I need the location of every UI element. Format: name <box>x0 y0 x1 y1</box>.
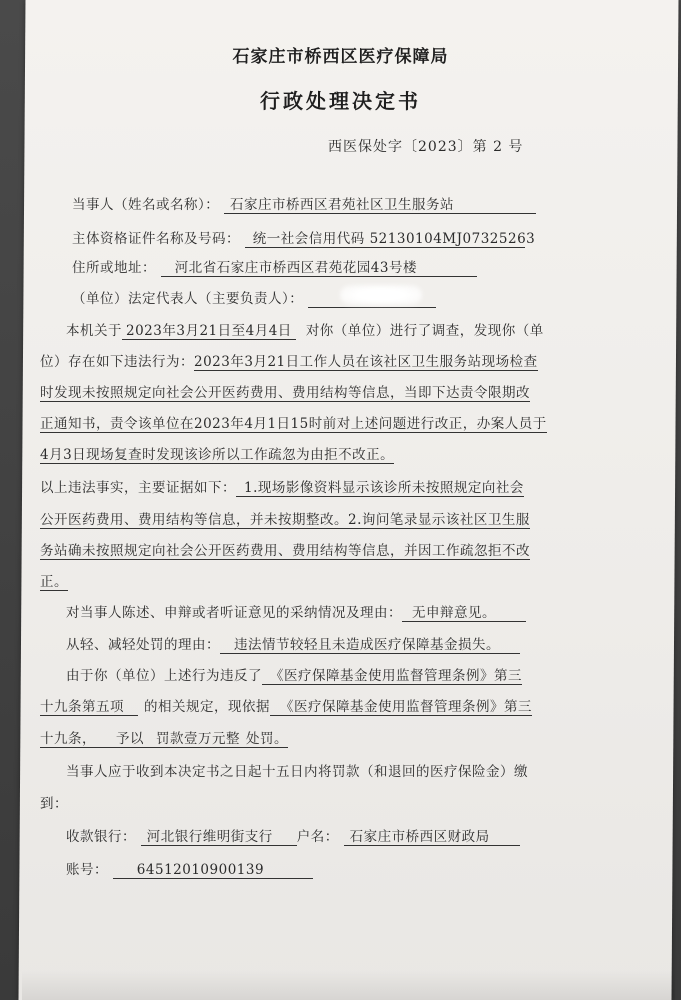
p5-line2 <box>40 695 532 715</box>
leniency-reason: 违法情节较轻且未造成医疗保障基金损失。 <box>220 633 520 654</box>
p3-text: 对当事人陈述、申辩或者听证意见的采纳情况及理由： <box>66 605 402 621</box>
regulation-ref: 《医疗保障基金使用监督管理条例》第三 <box>262 668 522 685</box>
party-name-label: 当事人（姓名或名称）： <box>72 197 220 213</box>
p2-line2: 公开医药费用、费用结构等信息，并未按期整改。2.询问笔录显示该社区卫生服 <box>40 508 530 529</box>
party-address-row <box>72 256 477 277</box>
p6-line1: 当事人应于收到本决定书之日起十五日内将罚款（和退回的医疗保险金）缴 <box>66 764 528 780</box>
p5-text: 由于你（单位）上述行为违反了 <box>66 668 262 684</box>
p1-line3: 时发现未按照规定向社会公开医药费用、费用结构等信息，当即下达责令限期改 <box>40 381 530 402</box>
party-cert-row <box>72 227 536 248</box>
bank-row <box>66 825 520 846</box>
holder-label: 户名： <box>296 829 339 845</box>
violation-text: 2023年3月21日工作人员在该社区卫生服务站现场检查 <box>194 354 538 370</box>
regulation-ref-2: 《医疗保障基金使用监督管理条例》第三 <box>270 699 532 716</box>
p3-line <box>66 601 526 622</box>
article-ref: 十九条第五项 <box>40 699 138 716</box>
p4-line <box>66 633 520 654</box>
party-name-value: 石家庄市桥西区君苑社区卫生服务站 <box>224 193 536 214</box>
p5-text: 处罚。 <box>246 731 288 747</box>
document-number: 西医保处字〔2023〕第 2 号 <box>328 139 524 155</box>
p5-text: 的相关规定，现依据 <box>144 699 270 715</box>
party-rep-label: （单位）法定代表人（主要负责人）： <box>72 291 304 307</box>
account-row <box>66 858 313 879</box>
paper-shadow <box>22 970 675 1000</box>
p1-text: 位）存在如下违法行为： <box>40 354 194 370</box>
party-address-label: 住所或地址： <box>72 260 156 276</box>
statement-result: 无申辩意见。 <box>402 601 526 622</box>
party-cert-value: 统一社会信用代码 52130104MJ07325263 <box>245 227 525 248</box>
p1-line5: 4月3日现场复查时发现该诊所以工作疏忽为由拒不改正。 <box>40 443 394 464</box>
agency-title: 石家庄市桥西区医疗保障局 <box>232 47 449 67</box>
p4-text: 从轻、减轻处罚的理由： <box>66 637 220 653</box>
p5-line1 <box>66 664 522 684</box>
penalty-amount: 罚款壹万元整 <box>150 731 246 748</box>
bank-value: 河北银行维明街支行 <box>141 825 297 846</box>
p1-text: 对你（单位）进行了调查，发现你（单 <box>305 323 544 339</box>
investigation-period: 2023年3月21日至4月4日 <box>122 319 296 340</box>
p5-text: 予以 <box>110 731 150 748</box>
p1-line4: 正通知书，责令该单位在2023年4月1日15时前对上述问题进行改正，办案人员于 <box>40 412 547 433</box>
p2-text: 以上违法事实，主要证据如下： <box>40 480 236 496</box>
party-address-value: 河北省石家庄市桥西区君苑花园43号楼 <box>161 256 477 277</box>
party-cert-label: 主体资格证件名称及号码： <box>72 231 240 247</box>
p1-line1 <box>66 319 544 340</box>
article-ref-2: 十九条， <box>40 731 110 748</box>
p6-line2: 到： <box>40 796 68 812</box>
party-name-row <box>72 193 536 214</box>
document-title: 行政处理决定书 <box>260 89 421 113</box>
holder-value: 石家庄市桥西区财政局 <box>344 825 520 846</box>
evidence-text: 1.现场影像资料显示该诊所未按照规定向社会 <box>236 480 524 497</box>
p2-line4: 正。 <box>40 570 68 591</box>
p5-line3 <box>40 727 288 747</box>
redaction-blur <box>340 285 422 305</box>
account-value: 64512010900139 <box>113 862 313 879</box>
account-label: 账号： <box>66 862 108 878</box>
p1-line2 <box>40 350 538 370</box>
bank-label: 收款银行： <box>66 829 136 845</box>
p2-line1 <box>40 476 524 496</box>
p1-text: 本机关于 <box>66 323 122 339</box>
p2-line3: 务站确未按照规定向社会公开医药费用、费用结构等信息，并因工作疏忽拒不改 <box>40 539 530 560</box>
